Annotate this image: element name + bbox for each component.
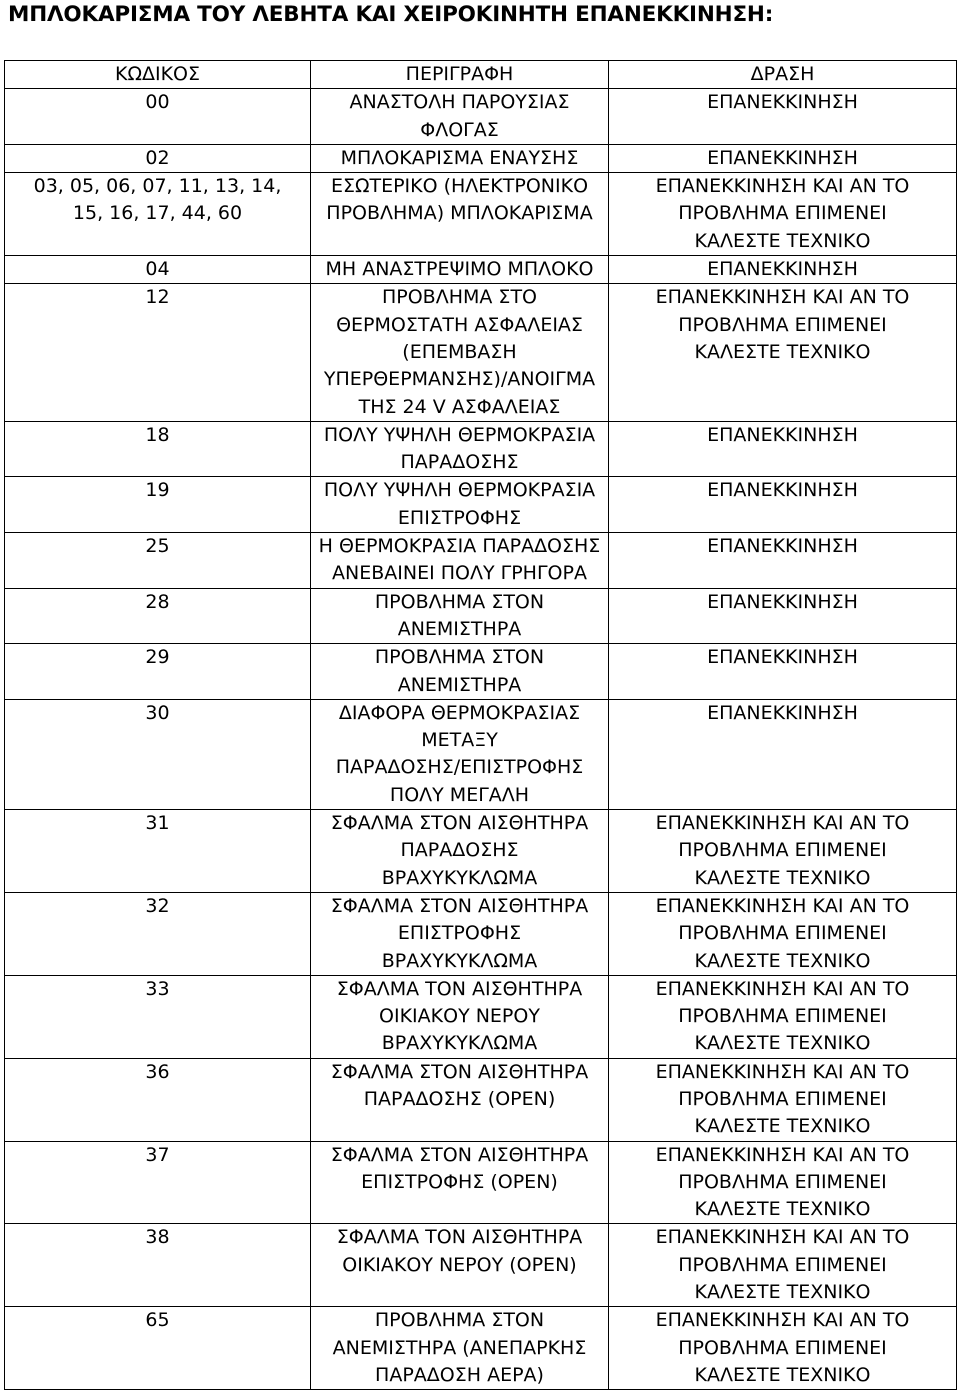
cell-description-line: (ΕΠΕΜΒΑΣΗ: [402, 340, 517, 363]
cell-description: [311, 588, 609, 644]
cell-action-line: ΠΡΟΒΛΗΜΑ ΕΠΙΜΕΝΕΙ: [678, 1087, 887, 1110]
table-row: [5, 256, 957, 284]
cell-description: [311, 284, 609, 421]
cell-action: [609, 284, 957, 421]
cell-description: [311, 975, 609, 1058]
table-row: [5, 1058, 957, 1141]
cell-description-line: ΣΦΑΛΜΑ ΣΤΟΝ ΑΙΣΘΗΤΗΡΑ: [330, 1060, 589, 1083]
cell-code-line: 37: [145, 1143, 170, 1166]
cell-action: [609, 644, 957, 700]
cell-action: [609, 975, 957, 1058]
cell-description: [311, 1224, 609, 1307]
cell-action-line: ΕΠΑΝΕΚΚΙΝΗΣΗ ΚΑΙ ΑΝ ΤΟ: [655, 1060, 910, 1083]
cell-action-line: ΕΠΑΝΕΚΚΙΝΗΣΗ: [707, 91, 858, 114]
cell-code-line: 12: [145, 286, 170, 309]
cell-action: [609, 810, 957, 893]
cell-action-line: ΕΠΑΝΕΚΚΙΝΗΣΗ: [707, 646, 858, 669]
cell-action-line: ΠΡΟΒΛΗΜΑ ΕΠΙΜΕΝΕΙ: [678, 1005, 887, 1028]
cell-action-line: ΕΠΑΝΕΚΚΙΝΗΣΗ: [707, 479, 858, 502]
cell-description-line: ΠΟΛΥ ΥΨΗΛΗ ΘΕΡΜΟΚΡΑΣΙΑ: [323, 423, 596, 446]
cell-code: [5, 533, 311, 589]
cell-action: [609, 699, 957, 809]
cell-description-line: ΠΡΟΒΛΗΜΑ ΣΤΟΝ: [374, 1309, 545, 1332]
cell-code: [5, 173, 311, 256]
cell-description-line: ΠΑΡΑΔΟΣΗΣ (OPEN): [363, 1087, 556, 1110]
cell-description: [311, 1141, 609, 1224]
cell-description: [311, 892, 609, 975]
cell-code-line: 33: [145, 977, 170, 1000]
cell-description-line: ΒΡΑΧΥΚΥΚΛΩΜΑ: [381, 1032, 538, 1055]
cell-action-line: ΚΑΛΕΣΤΕ ΤΕΧΝΙΚΟ: [694, 1115, 871, 1138]
cell-code: [5, 699, 311, 809]
cell-code-line: 28: [145, 590, 170, 613]
cell-code-line: 30: [145, 701, 170, 724]
cell-action-line: ΕΠΑΝΕΚΚΙΝΗΣΗ: [707, 423, 858, 446]
cell-action: [609, 588, 957, 644]
cell-action-line: ΕΠΑΝΕΚΚΙΝΗΣΗ ΚΑΙ ΑΝ ΤΟ: [655, 1143, 910, 1166]
cell-description-line: ΒΡΑΧΥΚΥΚΛΩΜΑ: [381, 949, 538, 972]
cell-description-line: ΑΝΕΒΑΙΝΕΙ ΠΟΛΥ ΓΡΗΓΟΡΑ: [332, 562, 587, 585]
cell-description: [311, 533, 609, 589]
cell-action-line: ΠΡΟΒΛΗΜΑ ΕΠΙΜΕΝΕΙ: [678, 839, 887, 862]
cell-description-line: ΜΠΛΟΚΑΡΙΣΜΑ ΕΝΑΥΣΗΣ: [340, 146, 579, 169]
table-row: [5, 1307, 957, 1390]
cell-description-line: ΜΕΤΑΞΥ: [421, 729, 498, 752]
cell-description-line: Η ΘΕΡΜΟΚΡΑΣΙΑ ΠΑΡΑΔΟΣΗΣ: [318, 535, 601, 558]
cell-description-line: ΠΡΟΒΛΗΜΑ) ΜΠΛΟΚΑΡΙΣΜΑ: [326, 202, 593, 225]
page-title: ΜΠΛΟΚΑΡΙΣΜΑ ΤΟΥ ΛΕΒΗΤΑ ΚΑΙ ΧΕΙΡΟΚΙΝΗΤΗ ΕΠΑΝΕΚΚΙΝΗΣΗ:: [8, 2, 774, 27]
table-row: [5, 284, 957, 421]
cell-description-line: ΒΡΑΧΥΚΥΚΛΩΜΑ: [381, 866, 538, 889]
cell-code: [5, 144, 311, 172]
cell-action: [609, 256, 957, 284]
cell-action-line: ΕΠΑΝΕΚΚΙΝΗΣΗ: [707, 590, 858, 613]
cell-description: [311, 644, 609, 700]
cell-description-line: ΑΝΑΣΤΟΛΗ ΠΑΡΟΥΣΙΑΣ: [349, 91, 570, 114]
cell-action-line: ΚΑΛΕΣΤΕ ΤΕΧΝΙΚΟ: [694, 1198, 871, 1221]
cell-action-line: ΠΡΟΒΛΗΜΑ ΕΠΙΜΕΝΕΙ: [678, 1336, 887, 1359]
cell-code-line: 38: [145, 1226, 170, 1249]
cell-description-line: ΥΠΕΡΘΕΡΜΑΝΣΗΣ)/ΑΝΟΙΓΜΑ: [323, 368, 596, 391]
cell-code-line: 31: [145, 812, 170, 835]
cell-code-line: 36: [145, 1060, 170, 1083]
cell-action-line: ΚΑΛΕΣΤΕ ΤΕΧΝΙΚΟ: [694, 866, 871, 889]
cell-code-line: 25: [145, 535, 170, 558]
table-header-row: [5, 61, 957, 89]
cell-description: [311, 144, 609, 172]
cell-description-line: ΕΣΩΤΕΡΙΚΟ (ΗΛΕΚΤΡΟΝΙΚΟ: [330, 175, 589, 198]
cell-description-line: ΤΗΣ 24 V ΑΣΦΑΛΕΙΑΣ: [358, 395, 561, 418]
cell-description-line: ΑΝΕΜΙΣΤΗΡΑ: [397, 673, 522, 696]
cell-description: [311, 699, 609, 809]
cell-description-line: ΣΦΑΛΜΑ ΤΟΝ ΑΙΣΘΗΤΗΡΑ: [336, 977, 583, 1000]
cell-description-line: ΟΙΚΙΑΚΟΥ ΝΕΡΟΥ: [379, 1005, 540, 1028]
cell-action: [609, 1058, 957, 1141]
cell-description-line: ΘΕΡΜΟΣΤΑΤΗ ΑΣΦΑΛΕΙΑΣ: [336, 313, 583, 336]
cell-code: [5, 256, 311, 284]
cell-action-line: ΕΠΑΝΕΚΚΙΝΗΣΗ ΚΑΙ ΑΝ ΤΟ: [655, 286, 910, 309]
table-row: [5, 892, 957, 975]
cell-action: [609, 533, 957, 589]
cell-code: [5, 89, 311, 145]
cell-action: [609, 421, 957, 477]
cell-description-line: ΕΠΙΣΤΡΟΦΗΣ (OPEN): [361, 1170, 558, 1193]
cell-description: [311, 89, 609, 145]
cell-action-line: ΕΠΑΝΕΚΚΙΝΗΣΗ ΚΑΙ ΑΝ ΤΟ: [655, 175, 910, 198]
cell-code: [5, 1141, 311, 1224]
cell-action-line: ΚΑΛΕΣΤΕ ΤΕΧΝΙΚΟ: [694, 1032, 871, 1055]
cell-description-line: ΟΙΚΙΑΚΟΥ ΝΕΡΟΥ (OPEN): [342, 1253, 577, 1276]
cell-description-line: ΕΠΙΣΤΡΟΦΗΣ: [397, 922, 522, 945]
cell-action: [609, 89, 957, 145]
cell-action-line: ΕΠΑΝΕΚΚΙΝΗΣΗ ΚΑΙ ΑΝ ΤΟ: [655, 812, 910, 835]
table-row: [5, 477, 957, 533]
cell-code-line: 02: [145, 146, 170, 169]
table-row: [5, 1224, 957, 1307]
cell-description: [311, 256, 609, 284]
table-row: [5, 421, 957, 477]
cell-action: [609, 144, 957, 172]
cell-description-line: ΠΑΡΑΔΟΣΗ ΑΕΡΑ): [375, 1363, 544, 1386]
cell-action-line: ΕΠΑΝΕΚΚΙΝΗΣΗ: [707, 258, 858, 281]
cell-action-line: ΕΠΑΝΕΚΚΙΝΗΣΗ ΚΑΙ ΑΝ ΤΟ: [655, 894, 910, 917]
cell-code: [5, 1058, 311, 1141]
cell-code: [5, 810, 311, 893]
cell-description-line: ΦΛΟΓΑΣ: [420, 118, 499, 141]
cell-description-line: ΕΠΙΣΤΡΟΦΗΣ: [397, 506, 522, 529]
cell-code-line: 19: [145, 479, 170, 502]
cell-description-line: ΑΝΕΜΙΣΤΗΡΑ: [397, 617, 522, 640]
cell-code: [5, 892, 311, 975]
table-row: [5, 144, 957, 172]
cell-action-line: ΚΑΛΕΣΤΕ ΤΕΧΝΙΚΟ: [694, 1363, 871, 1386]
cell-action-line: ΠΡΟΒΛΗΜΑ ΕΠΙΜΕΝΕΙ: [678, 922, 887, 945]
cell-code-line: 29: [145, 646, 170, 669]
cell-action-line: ΚΑΛΕΣΤΕ ΤΕΧΝΙΚΟ: [694, 1281, 871, 1304]
cell-code-line: 65: [145, 1309, 170, 1332]
cell-action-line: ΕΠΑΝΕΚΚΙΝΗΣΗ: [707, 701, 858, 724]
cell-description: [311, 810, 609, 893]
cell-action-line: ΕΠΑΝΕΚΚΙΝΗΣΗ ΚΑΙ ΑΝ ΤΟ: [655, 977, 910, 1000]
cell-description: [311, 173, 609, 256]
cell-description-line: ΔΙΑΦΟΡΑ ΘΕΡΜΟΚΡΑΣΙΑΣ: [338, 701, 581, 724]
cell-description-line: ΑΝΕΜΙΣΤΗΡΑ (ΑΝΕΠΑΡΚΗΣ: [332, 1336, 587, 1359]
cell-description-line: ΠΡΟΒΛΗΜΑ ΣΤΟΝ: [374, 646, 545, 669]
cell-description-line: ΣΦΑΛΜΑ ΤΟΝ ΑΙΣΘΗΤΗΡΑ: [336, 1226, 583, 1249]
cell-action: [609, 1224, 957, 1307]
cell-code-line: 15, 16, 17, 44, 60: [72, 202, 243, 225]
cell-code-line: 32: [145, 894, 170, 917]
cell-description-line: ΠΟΛΥ ΥΨΗΛΗ ΘΕΡΜΟΚΡΑΣΙΑ: [323, 479, 596, 502]
cell-description-line: ΠΟΛΥ ΜΕΓΑΛΗ: [389, 783, 530, 806]
cell-description: [311, 421, 609, 477]
cell-action-line: ΚΑΛΕΣΤΕ ΤΕΧΝΙΚΟ: [694, 229, 871, 252]
error-codes-table: [4, 60, 957, 1390]
cell-action-line: ΠΡΟΒΛΗΜΑ ΕΠΙΜΕΝΕΙ: [678, 1253, 887, 1276]
cell-code-line: 18: [145, 423, 170, 446]
cell-code: [5, 975, 311, 1058]
cell-code: [5, 421, 311, 477]
cell-description: [311, 1307, 609, 1390]
header-action: ΔΡΑΣΗ: [609, 61, 957, 89]
cell-action-line: ΠΡΟΒΛΗΜΑ ΕΠΙΜΕΝΕΙ: [678, 1170, 887, 1193]
cell-action: [609, 173, 957, 256]
cell-code-line: 04: [145, 258, 170, 281]
cell-action-line: ΠΡΟΒΛΗΜΑ ΕΠΙΜΕΝΕΙ: [678, 313, 887, 336]
cell-action: [609, 477, 957, 533]
table-body: [5, 61, 957, 1390]
cell-description-line: ΣΦΑΛΜΑ ΣΤΟΝ ΑΙΣΘΗΤΗΡΑ: [330, 1143, 589, 1166]
cell-action-line: ΕΠΑΝΕΚΚΙΝΗΣΗ ΚΑΙ ΑΝ ΤΟ: [655, 1226, 910, 1249]
cell-code-line: 03, 05, 06, 07, 11, 13, 14,: [33, 175, 282, 198]
cell-action-line: ΕΠΑΝΕΚΚΙΝΗΣΗ ΚΑΙ ΑΝ ΤΟ: [655, 1309, 910, 1332]
cell-action-line: ΚΑΛΕΣΤΕ ΤΕΧΝΙΚΟ: [694, 949, 871, 972]
cell-action: [609, 1141, 957, 1224]
cell-description-line: ΠΑΡΑΔΟΣΗΣ: [400, 839, 519, 862]
table-row: [5, 699, 957, 809]
cell-description-line: ΠΡΟΒΛΗΜΑ ΣΤΟΝ: [374, 590, 545, 613]
cell-action-line: ΠΡΟΒΛΗΜΑ ΕΠΙΜΕΝΕΙ: [678, 202, 887, 225]
cell-action-line: ΚΑΛΕΣΤΕ ΤΕΧΝΙΚΟ: [694, 340, 871, 363]
cell-description-line: ΜΗ ΑΝΑΣΤΡΕΨΙΜΟ ΜΠΛΟΚΟ: [325, 258, 594, 281]
cell-action-line: ΕΠΑΝΕΚΚΙΝΗΣΗ: [707, 146, 858, 169]
table-row: [5, 533, 957, 589]
table-row: [5, 89, 957, 145]
header-description: ΠΕΡΙΓΡΑΦΗ: [311, 61, 609, 89]
cell-description: [311, 477, 609, 533]
table-row: [5, 810, 957, 893]
cell-code: [5, 477, 311, 533]
table-row: [5, 644, 957, 700]
cell-description-line: ΣΦΑΛΜΑ ΣΤΟΝ ΑΙΣΘΗΤΗΡΑ: [330, 812, 589, 835]
cell-code: [5, 1224, 311, 1307]
cell-description-line: ΣΦΑΛΜΑ ΣΤΟΝ ΑΙΣΘΗΤΗΡΑ: [330, 894, 589, 917]
header-code: ΚΩΔΙΚΟΣ: [5, 61, 311, 89]
table-row: [5, 975, 957, 1058]
cell-code-line: 00: [145, 91, 170, 114]
table-row: [5, 588, 957, 644]
cell-code: [5, 588, 311, 644]
cell-action-line: ΕΠΑΝΕΚΚΙΝΗΣΗ: [707, 535, 858, 558]
table-row: [5, 1141, 957, 1224]
cell-action: [609, 1307, 957, 1390]
cell-action: [609, 892, 957, 975]
table-row: [5, 173, 957, 256]
cell-description-line: ΠΑΡΑΔΟΣΗΣ/ΕΠΙΣΤΡΟΦΗΣ: [335, 756, 584, 779]
cell-code: [5, 644, 311, 700]
cell-description: [311, 1058, 609, 1141]
cell-code: [5, 284, 311, 421]
cell-description-line: ΠΑΡΑΔΟΣΗΣ: [400, 451, 519, 474]
cell-description-line: ΠΡΟΒΛΗΜΑ ΣΤΟ: [381, 286, 537, 309]
cell-code: [5, 1307, 311, 1390]
